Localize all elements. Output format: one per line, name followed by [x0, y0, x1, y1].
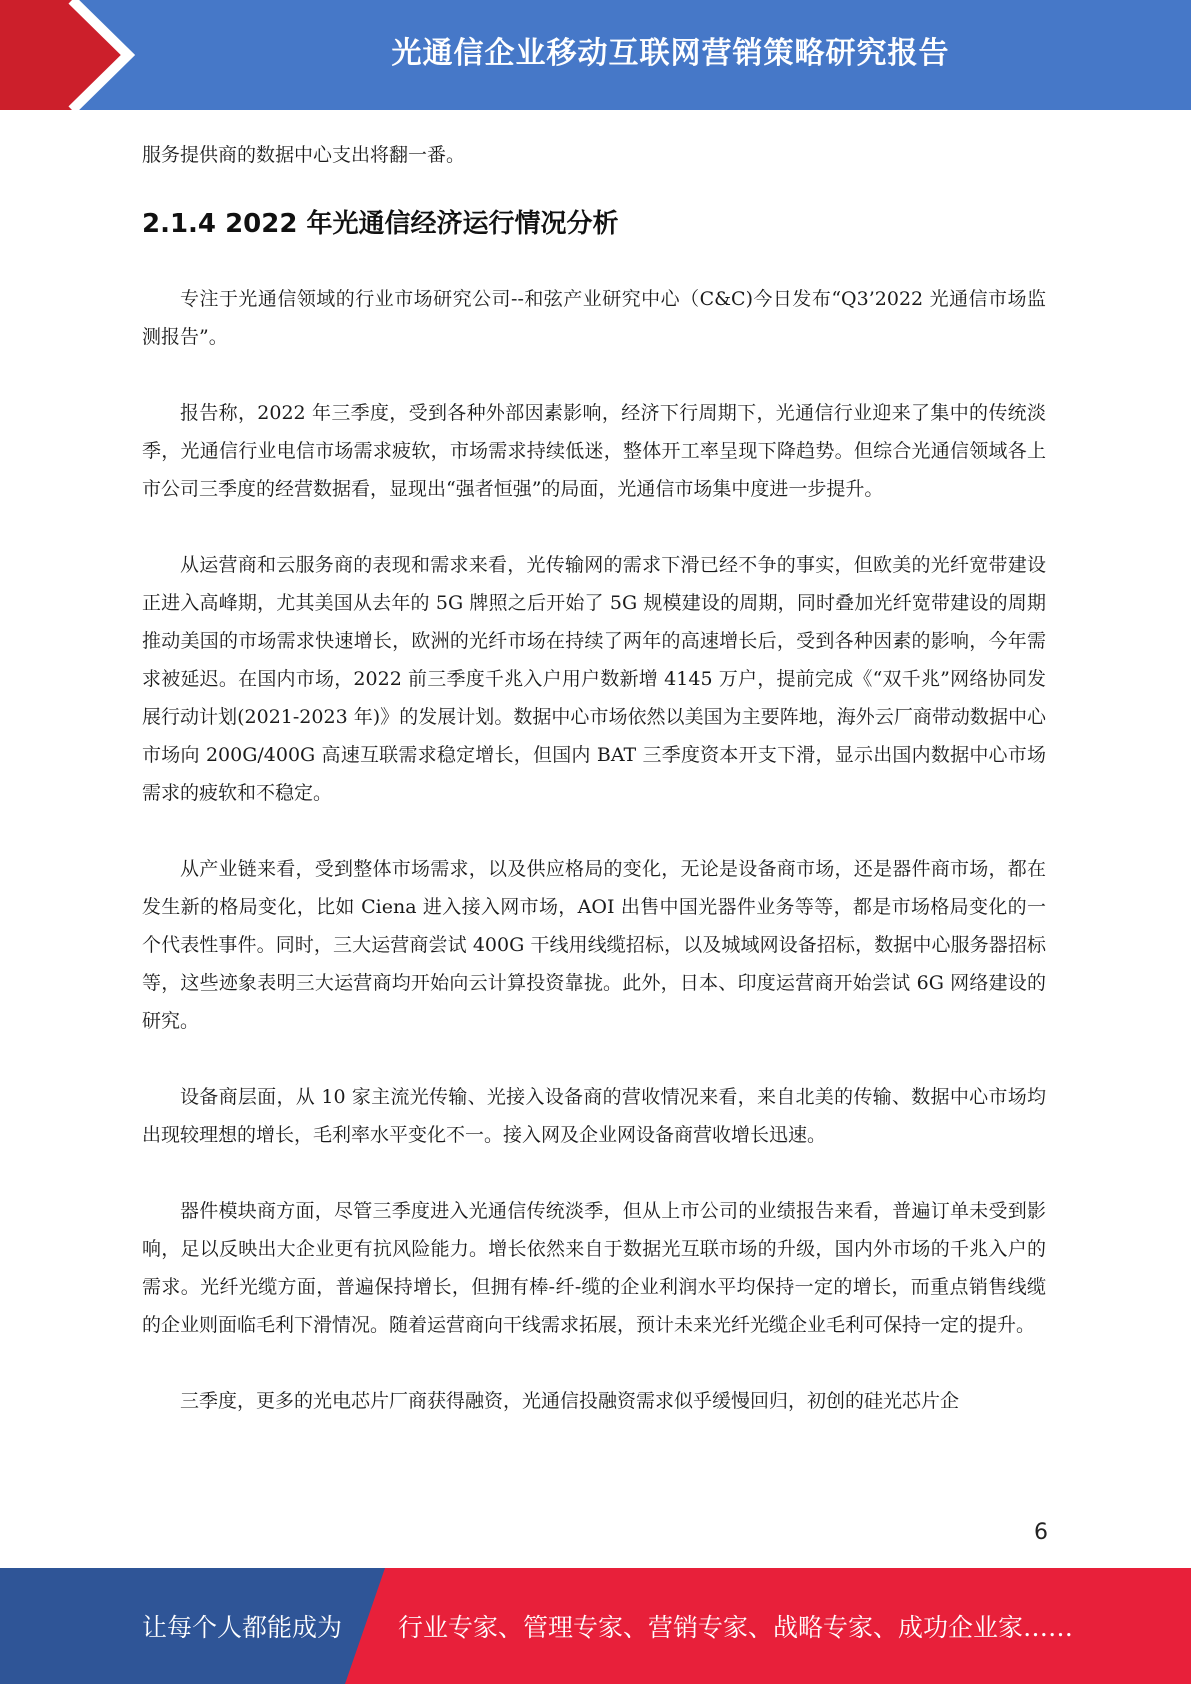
footer-slogan-left: 让每个人都能成为: [142, 1613, 343, 1642]
paragraph-2: 报告称，2022 年三季度，受到各种外部因素影响，经济下行周期下，光通信行业迎来了集中的传统淡季，光通信行业电信市场需求疲软，市场需求持续低迷，整体开工率呈现下降趋势。但综合光通信领域各上市公司三季度的经营数据看，显现出“强者恒强”的局面，光通信市场集中度进一步提升。: [142, 402, 1046, 500]
footer-slogan-right: 行业专家、管理专家、营销专家、战略专家、成功企业家……: [398, 1613, 1074, 1642]
paragraph-7: 三季度，更多的光电芯片厂商获得融资，光通信投融资需求似乎缓慢回归，初创的硅光芯片企: [180, 1390, 960, 1412]
paragraph-4: 从产业链来看，受到整体市场需求，以及供应格局的变化，无论是设备商市场，还是器件商市场，都在发生新的格局变化，比如 Ciena 进入接入网市场，AOI 出售中国光器件业务等等，都是市场格局变化的一个代表性事件。同时，三大运营商尝试 400G 干线用线缆招标，以及城域网设备招标，数据中心服务器招标等，这些迹象表明三大运营商均开始向云计算投资靠拢。此外，日本、印度运营商开始尝试 6G 网络建设的研究。: [142, 858, 1046, 1032]
section-heading: 2.1.4 2022 年光通信经济运行情况分析: [142, 209, 619, 239]
page-number: 6: [1034, 1520, 1048, 1545]
paragraph-3: 从运营商和云服务商的表现和需求来看，光传输网的需求下滑已经不争的事实，但欧美的光纤宽带建设正进入高峰期，尤其美国从去年的 5G 牌照之后开始了 5G 规模建设的周期，同时叠加光纤宽带建设的周期推动美国的市场需求快速增长，欧洲的光纤市场在持续了两年的高速增长后，受到各种因素的影响，今年需求被延迟。在国内市场，2022 前三季度千兆入户用户数新增 4145 万户，提前完成《“双千兆”网络协同发展行动计划(2021-2023 年)》的发展计划。数据中心市场依然以美国为主要阵地，海外云厂商带动数据中心市场向 200G/400G 高速互联需求稳定增长，但国内 BAT 三季度资本开支下滑，显示出国内数据中心市场需求的疲软和不稳定。: [142, 554, 1046, 804]
page-header: [0, 0, 1191, 110]
page-footer: [0, 1568, 1191, 1684]
header-chevron-decoration: [0, 0, 160, 110]
paragraph-5: 设备商层面，从 10 家主流光传输、光接入设备商的营收情况来看，来自北美的传输、数据中心市场均出现较理想的增长，毛利率水平变化不一。接入网及企业网设备商营收增长迅速。: [142, 1086, 1046, 1146]
paragraph-continued: 服务提供商的数据中心支出将翻一番。: [142, 144, 466, 166]
report-title: 光通信企业移动互联网营销策略研究报告: [391, 36, 950, 71]
paragraph-1: 专注于光通信领域的行业市场研究公司--和弦产业研究中心（C&C)今日发布“Q3’2022 光通信市场监测报告”。: [142, 288, 1046, 348]
paragraph-6: 器件模块商方面，尽管三季度进入光通信传统淡季，但从上市公司的业绩报告来看，普遍订单未受到影响，足以反映出大企业更有抗风险能力。增长依然来自于数据光互联市场的升级，国内外市场的千兆入户的需求。光纤光缆方面，普遍保持增长，但拥有棒-纤-缆的企业利润水平均保持一定的增长，而重点销售线缆的企业则面临毛利下滑情况。随着运营商向干线需求拓展，预计未来光纤光缆企业毛利可保持一定的提升。: [142, 1200, 1046, 1336]
document-body: [142, 136, 1046, 1420]
